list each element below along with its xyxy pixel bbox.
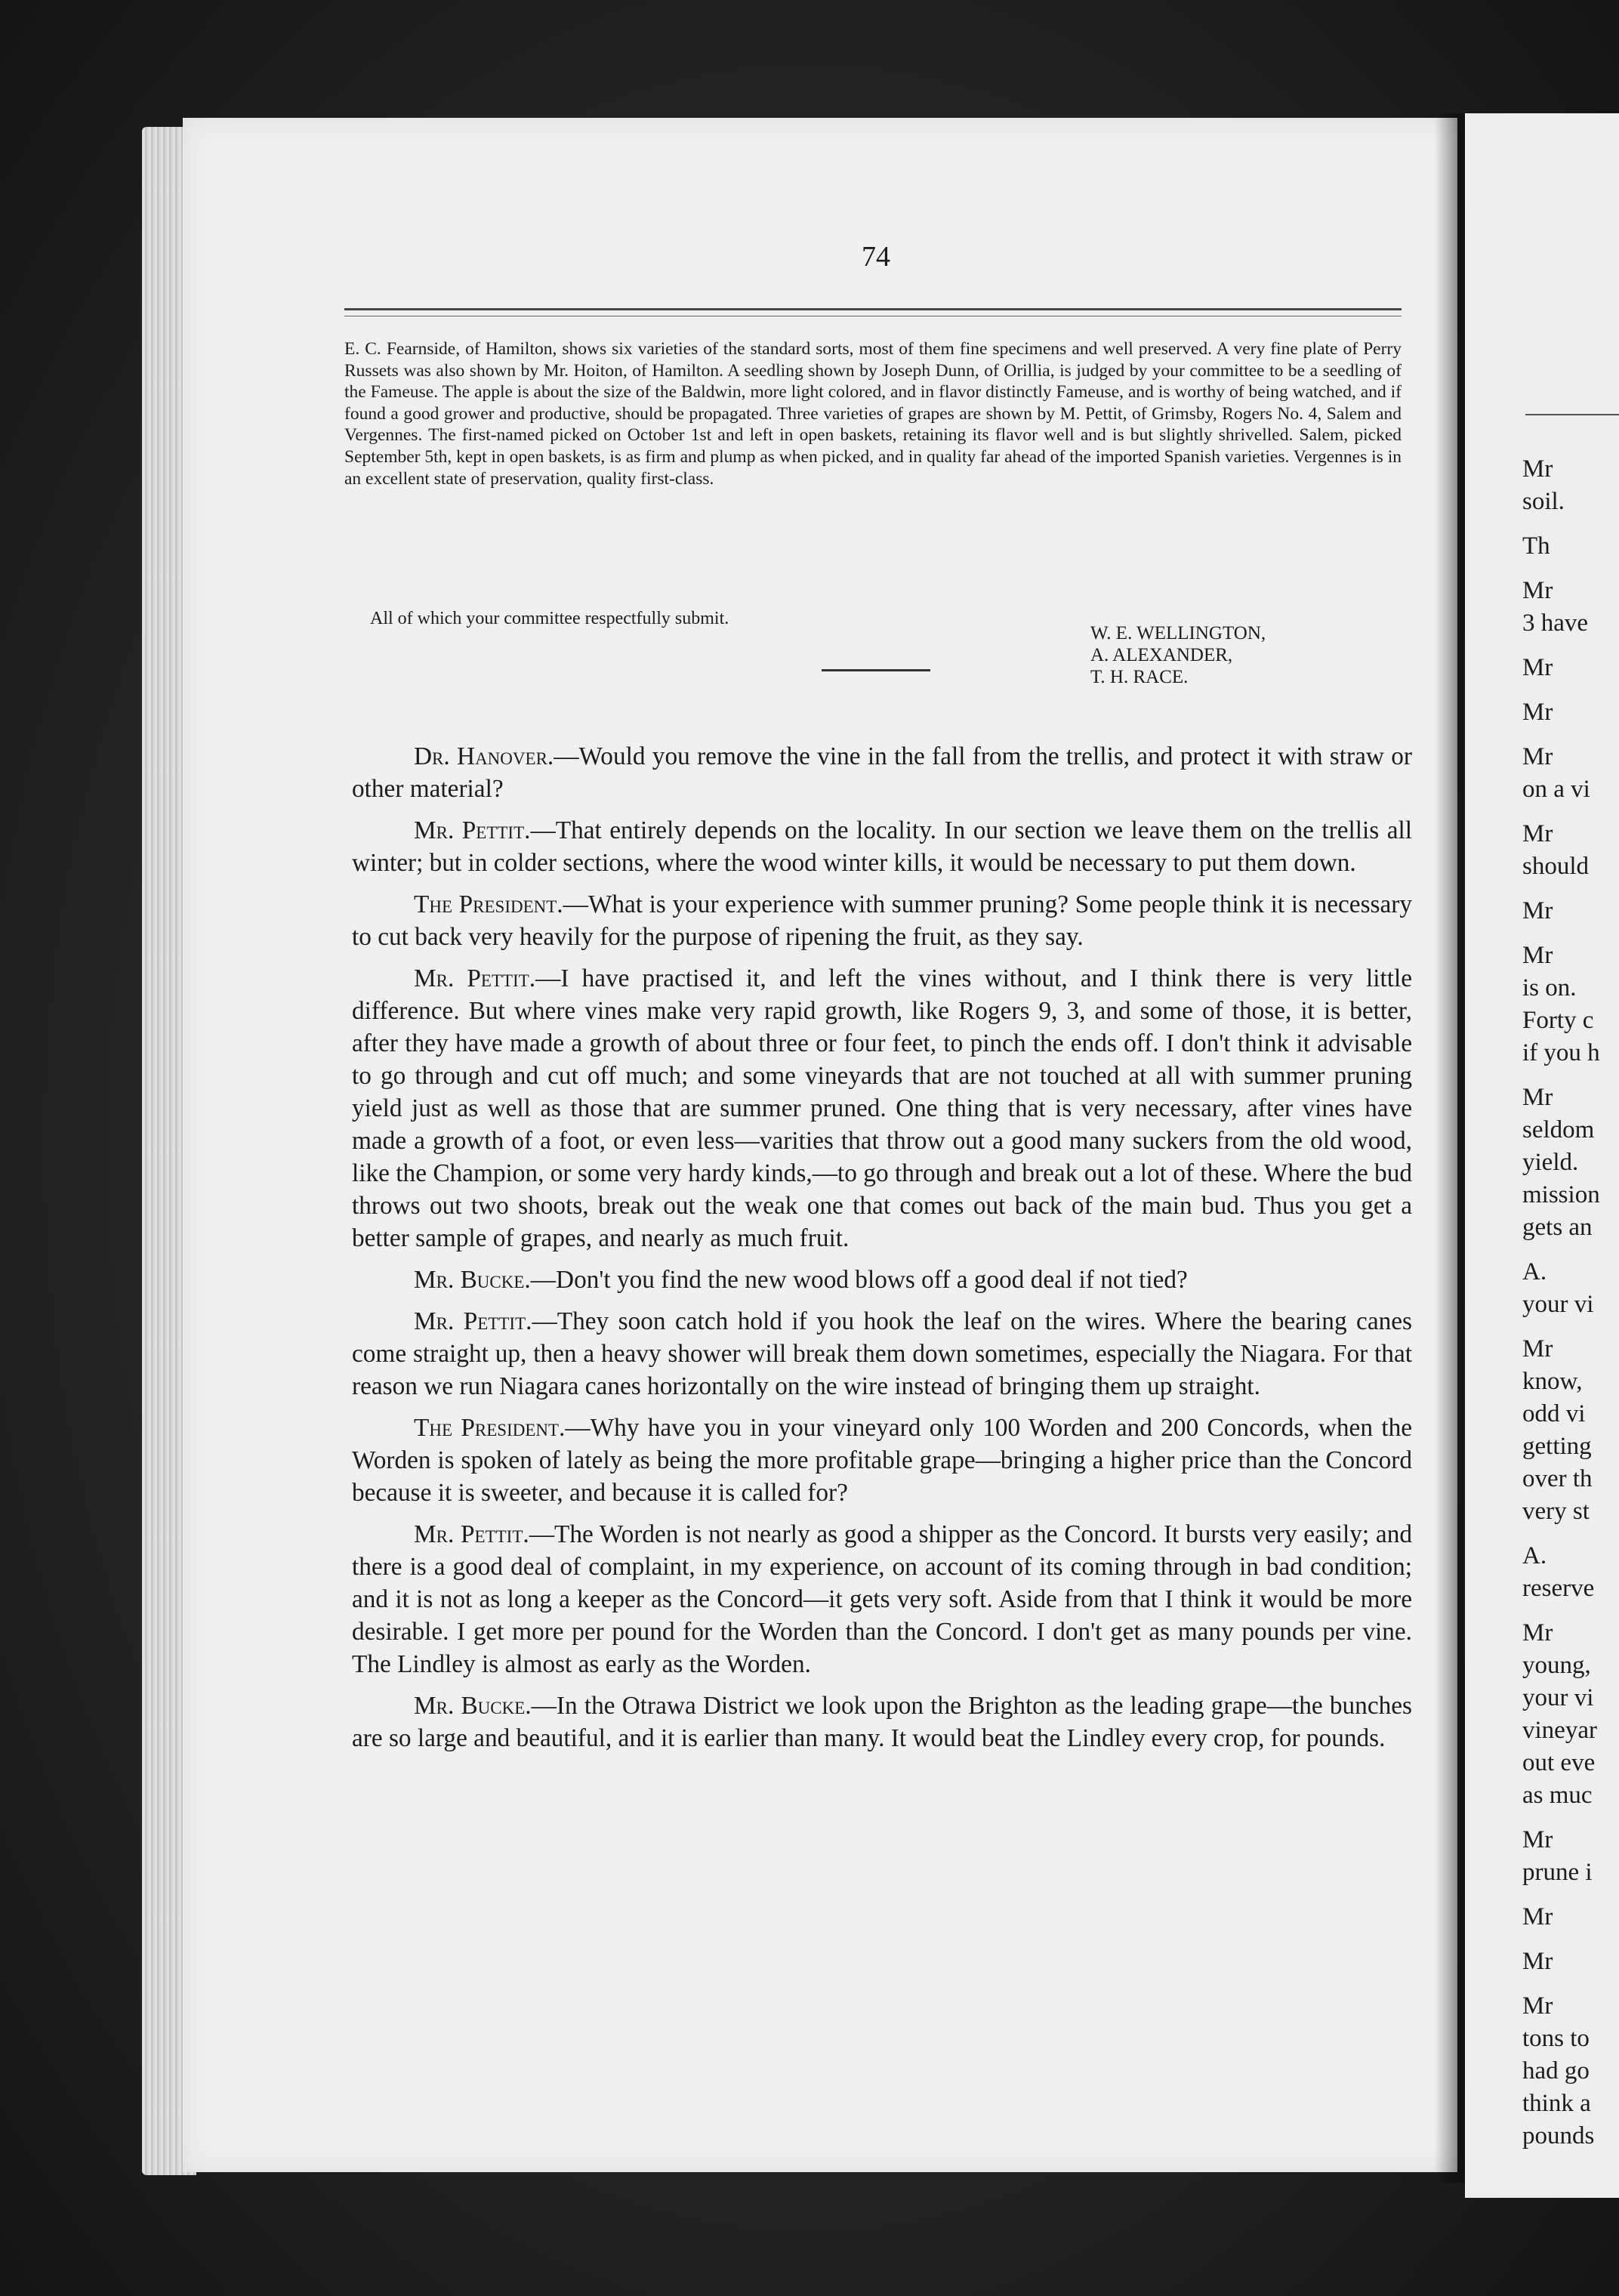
- signature: T. H. RACE.: [1090, 667, 1189, 687]
- dialogue-paragraph: [352, 1690, 1412, 1754]
- right-page-line-fragment: think a: [1522, 2090, 1591, 2117]
- submit-line: All of which your committee respectfully submit.: [370, 609, 729, 628]
- right-page-line-fragment: Mr: [1522, 1826, 1553, 1853]
- right-page-gap: [1522, 563, 1619, 575]
- right-page-gap: [1522, 1889, 1619, 1901]
- dialogue-paragraph: [352, 1412, 1412, 1509]
- speaker-name: Mr. Pettit.: [414, 1307, 532, 1335]
- signature: W. E. WELLINGTON,: [1090, 623, 1266, 643]
- right-page-line-fragment: reserve: [1522, 1575, 1595, 1602]
- right-page-line-fragment: your vi: [1522, 1291, 1594, 1318]
- dialogue-text: —Would you remove the vine in the fall from the trellis, and protect it with straw or other material?: [352, 742, 1412, 803]
- right-page-line-fragment: vineyar: [1522, 1717, 1597, 1744]
- dialogue-paragraph: [352, 962, 1412, 1254]
- dialogue-paragraph: [352, 888, 1412, 953]
- right-page-line-fragment: Mr: [1522, 577, 1553, 604]
- speaker-name: Mr. Bucke.: [414, 1692, 532, 1720]
- right-page-line-fragment: Mr: [1522, 942, 1553, 969]
- header-rule: [344, 308, 1402, 310]
- signature: A. ALEXANDER,: [1090, 645, 1233, 665]
- right-page-gap: [1522, 883, 1619, 895]
- speaker-name: Dr. Hanover.: [414, 742, 554, 770]
- right-page-line-fragment: Mr: [1522, 1948, 1553, 1975]
- right-page-line-fragment: had go: [1522, 2057, 1590, 2085]
- right-page-line-fragment: odd vi: [1522, 1400, 1586, 1427]
- right-page-line-fragment: Mr: [1522, 1084, 1553, 1111]
- dialogue-paragraph: [352, 740, 1412, 805]
- right-page-line-fragment: Forty c: [1522, 1007, 1594, 1034]
- right-page-gap: [1522, 1812, 1619, 1824]
- right-page-line-fragment: out eve: [1522, 1749, 1596, 1776]
- right-page-line-fragment: Mr: [1522, 897, 1553, 924]
- dialogue-text: —What is your experience with summer pruning? Some people think it is necessary to cut back very heavily for the purpose of ripening the fruit, as they say.: [352, 890, 1413, 951]
- right-page-line-fragment: prune i: [1522, 1859, 1593, 1886]
- speaker-name: The President.: [414, 890, 563, 918]
- dialogue-paragraph: [352, 1305, 1412, 1403]
- right-page-line-fragment: Mr: [1522, 1903, 1553, 1930]
- speaker-name: Mr. Pettit.: [414, 816, 531, 844]
- dialogue-text: —Don't you find the new wood blows off a good deal if not tied?: [530, 1266, 1188, 1294]
- right-page-line-fragment: should: [1522, 853, 1590, 880]
- right-page-line-fragment: soil.: [1522, 488, 1565, 515]
- right-page-gap: [1522, 518, 1619, 530]
- right-page-gap: [1522, 1069, 1619, 1082]
- right-page-line-fragment: Mr: [1522, 455, 1553, 483]
- right-page-line-fragment: young,: [1522, 1652, 1591, 1679]
- right-page-line-fragment: know,: [1522, 1368, 1583, 1395]
- right-page-gap: [1522, 1978, 1619, 1990]
- page-number: 74: [862, 241, 890, 273]
- dialogue-text: —Why have you in your vineyard only 100 Worden and 200 Concords, when the Worden is spoken of lately as being the more profitable grape—bringing a higher price than the Concord because it is sweeter, and because it is called for?: [352, 1414, 1413, 1507]
- dialogue-text: —That entirely depends on the locality. In our section we leave them on the trellis all winter; but in colder sections, where the wood winter kills, it would be necessary to put them down.: [352, 816, 1413, 877]
- right-page-line-fragment: Mr: [1522, 820, 1553, 847]
- speaker-name: The President.: [414, 1414, 566, 1442]
- right-page-gap: [1522, 806, 1619, 818]
- dialogue-paragraph: [352, 814, 1412, 879]
- dialogue-text: —In the Otrawa District we look upon the Brighton as the leading grape—the bunches are so large and beautiful, and it is earlier than many. It would beat the Lindley every crop, for pounds.: [352, 1692, 1412, 1752]
- signature-block: [1090, 622, 1266, 688]
- right-page-gap: [1522, 640, 1619, 652]
- right-page-gap: [1522, 1605, 1619, 1617]
- right-page-text-fragments: [1522, 453, 1619, 2152]
- right-page-line-fragment: Mr: [1522, 1992, 1553, 2020]
- right-page-rule: [1525, 414, 1619, 415]
- right-page-line-fragment: very st: [1522, 1498, 1590, 1525]
- right-page-gap: [1522, 1528, 1619, 1540]
- dialogue-paragraph: [352, 1518, 1412, 1680]
- dialogue-text: —I have practised it, and left the vines without, and I think there is very little difference. But where vines make very rapid growth, like Rogers 9, 3, and some of those, it is better, after they have made a growth of about three or four feet, to pinch the ends off. I don't think it advisable to go through and cut off much; and some vineyards that are not touched at all with summer pruning yield just as well as those that are summer pruned. One thing that is very necessary, after vines have made a growth of a foot, or even less—varities that throw out a good many suckers from the old wood, like the Champion, or some very hardy kinds,—to go through and break out a lot of these. Where the bud throws out two shoots, break out the weak one that comes out back of the main bud. Thus you get a better sample of grapes, and nearly as much fruit.: [352, 964, 1413, 1252]
- right-page-gap: [1522, 1244, 1619, 1256]
- right-page-line-fragment: on a vi: [1522, 776, 1590, 803]
- right-page: [1465, 113, 1619, 2198]
- right-page-line-fragment: yield.: [1522, 1149, 1579, 1176]
- right-page-gap: [1522, 729, 1619, 741]
- section-divider: [822, 669, 930, 671]
- right-page-line-fragment: A.: [1522, 1542, 1547, 1569]
- right-page-line-fragment: Th: [1522, 532, 1550, 560]
- right-page-line-fragment: Mr: [1522, 1335, 1553, 1362]
- right-page-line-fragment: getting: [1522, 1433, 1592, 1460]
- right-page-gap: [1522, 1321, 1619, 1333]
- right-page-gap: [1522, 927, 1619, 940]
- dialogue-text: —They soon catch hold if you hook the leaf on the wires. Where the bearing canes come straight up, then a heavy shower will break them down sometimes, especially the Niagara. For that reason we run Niagara canes horizontally on the wire instead of bringing them up straight.: [352, 1307, 1413, 1400]
- right-page-line-fragment: Mr: [1522, 654, 1553, 681]
- right-page-line-fragment: Mr: [1522, 699, 1553, 726]
- right-page-line-fragment: pounds: [1522, 2122, 1595, 2149]
- right-page-line-fragment: 3 have: [1522, 609, 1589, 637]
- right-page-line-fragment: A.: [1522, 1258, 1547, 1285]
- speaker-name: Mr. Pettit.: [414, 964, 536, 992]
- right-page-line-fragment: your vi: [1522, 1684, 1594, 1711]
- right-page-gap: [1522, 1933, 1619, 1946]
- right-page-line-fragment: as muc: [1522, 1782, 1593, 1809]
- right-page-line-fragment: if you h: [1522, 1039, 1600, 1066]
- right-page-line-fragment: gets an: [1522, 1214, 1593, 1241]
- right-page-line-fragment: over th: [1522, 1465, 1593, 1492]
- speaker-name: Mr. Bucke.: [414, 1266, 531, 1294]
- right-page-line-fragment: mission: [1522, 1181, 1600, 1208]
- speaker-name: Mr. Pettit.: [414, 1520, 529, 1548]
- right-page-line-fragment: Mr: [1522, 743, 1553, 770]
- right-page-line-fragment: is on.: [1522, 974, 1577, 1001]
- right-page-line-fragment: tons to: [1522, 2025, 1590, 2052]
- right-page-line-fragment: Mr: [1522, 1619, 1553, 1646]
- right-page-line-fragment: seldom: [1522, 1116, 1595, 1143]
- dialogue-paragraph: [352, 1264, 1412, 1296]
- dialogue-text: —The Worden is not nearly as good a shipper as the Concord. It bursts very easily; and there is a good deal of complaint, in my experience, on account of its coming through in bad condition; and it is not as long a keeper as the Concord—it gets very soft. Aside from that I think it would be more desirable. I get more per pound for the Worden than the Concord. I don't get as many pounds per vine. The Lindley is almost as early as the Worden.: [352, 1520, 1412, 1678]
- committee-report-paragraph: E. C. Fearnside, of Hamilton, shows six varieties of the standard sorts, most of them fine specimens and well preserved. A very fine plate of Perry Russets was also shown by Mr. Hoiton, of Hamilton. A seedling shown by Joseph Dunn, of Orillia, is judged by your committee to be a seedling of the Fameuse. The apple is about the size of the Baldwin, more light colored, and in flavor distinctly Fameuse, and is worthy of being watched, and if found a good grower and productive, should be propagated. Three varieties of grapes are shown by M. Pettit, of Grimsby, Rogers No. 4, Salem and Vergennes. The first-named picked on October 1st and left in open baskets, retaining its flavor well and is but slightly shrivelled. Salem, picked September 5th, kept in open baskets, is as firm and plump as when picked, and in quality far ahead of the imported Spanish varieties. Vergennes is in an excellent state of preservation, quality first-class.: [344, 339, 1402, 489]
- dialogue-section: [352, 740, 1412, 1764]
- right-page-gap: [1522, 684, 1619, 696]
